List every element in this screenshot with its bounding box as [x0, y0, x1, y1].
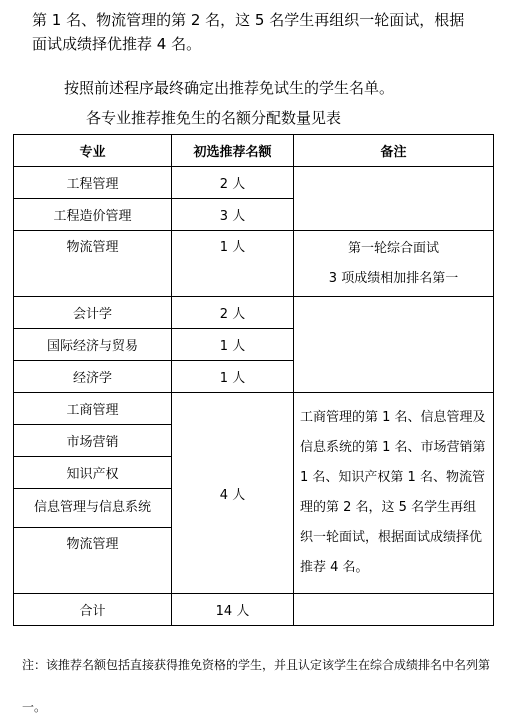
note-cell [294, 231, 494, 297]
major-cell: 经济学 [14, 361, 172, 393]
table-row [14, 167, 494, 199]
table-row [14, 393, 494, 425]
quota-cell: 2 人 [172, 167, 294, 199]
quota-cell: 3 人 [172, 199, 294, 231]
table-header-row [14, 135, 494, 167]
table-total-row [14, 594, 494, 626]
table-caption: 各专业推荐推免生的名额分配数量见表 [86, 109, 342, 127]
major-cell: 国际经济与贸易 [14, 329, 172, 361]
header-note: 备注 [294, 135, 494, 167]
table-footnote: 注：该推荐名额包括直接获得推免资格的学生，并且认定该学生在综合成绩排名中名列第一。 [22, 658, 491, 714]
quota-cell: 1 人 [172, 361, 294, 393]
quota-cell: 1 人 [172, 329, 294, 361]
note-cell-empty [294, 297, 494, 393]
quota-cell: 1 人 [172, 231, 294, 297]
header-quota: 初选推荐名额 [172, 135, 294, 167]
note-line: 3 项成绩相加排名第一 [328, 270, 459, 286]
major-cell: 市场营销 [14, 425, 172, 457]
major-cell: 会计学 [14, 297, 172, 329]
major-cell: 物流管理 [14, 231, 172, 297]
note-line: 第一轮综合面试 [347, 240, 439, 256]
group-quota-cell: 4 人 [172, 393, 294, 594]
major-cell: 工程造价管理 [14, 199, 172, 231]
table-row [14, 297, 494, 329]
major-cell: 工程管理 [14, 167, 172, 199]
major-cell: 物流管理 [14, 528, 172, 594]
header-major: 专业 [14, 135, 172, 167]
paragraph-line: 第 1 名、物流管理的第 2 名，这 5 名学生再组织一轮面试，根据 [32, 11, 465, 29]
total-note-cell-empty [294, 594, 494, 626]
table-row [14, 231, 494, 297]
total-value-cell: 14 人 [172, 594, 294, 626]
total-label-cell: 合计 [14, 594, 172, 626]
major-cell: 工商管理 [14, 393, 172, 425]
quota-cell: 2 人 [172, 297, 294, 329]
paragraph-line: 面试成绩择优推荐 4 名。 [32, 35, 202, 53]
major-cell: 知识产权 [14, 457, 172, 489]
note-cell-empty [294, 167, 494, 231]
body-paragraph-1 [32, 8, 502, 56]
quota-allocation-table [13, 134, 494, 626]
group-note-cell: 工商管理的第 1 名、信息管理及信息系统的第 1 名、市场营销第 1 名、知识产权第 1 名、物流管理的第 2 名，这 5 名学生再组织一轮面试，根据面试成绩择优推荐 4 名。 [294, 393, 494, 594]
major-cell: 信息管理与信息系统 [14, 489, 172, 528]
body-paragraph-2: 按照前述程序最终确定出推荐免试生的学生名单。 [64, 79, 395, 97]
